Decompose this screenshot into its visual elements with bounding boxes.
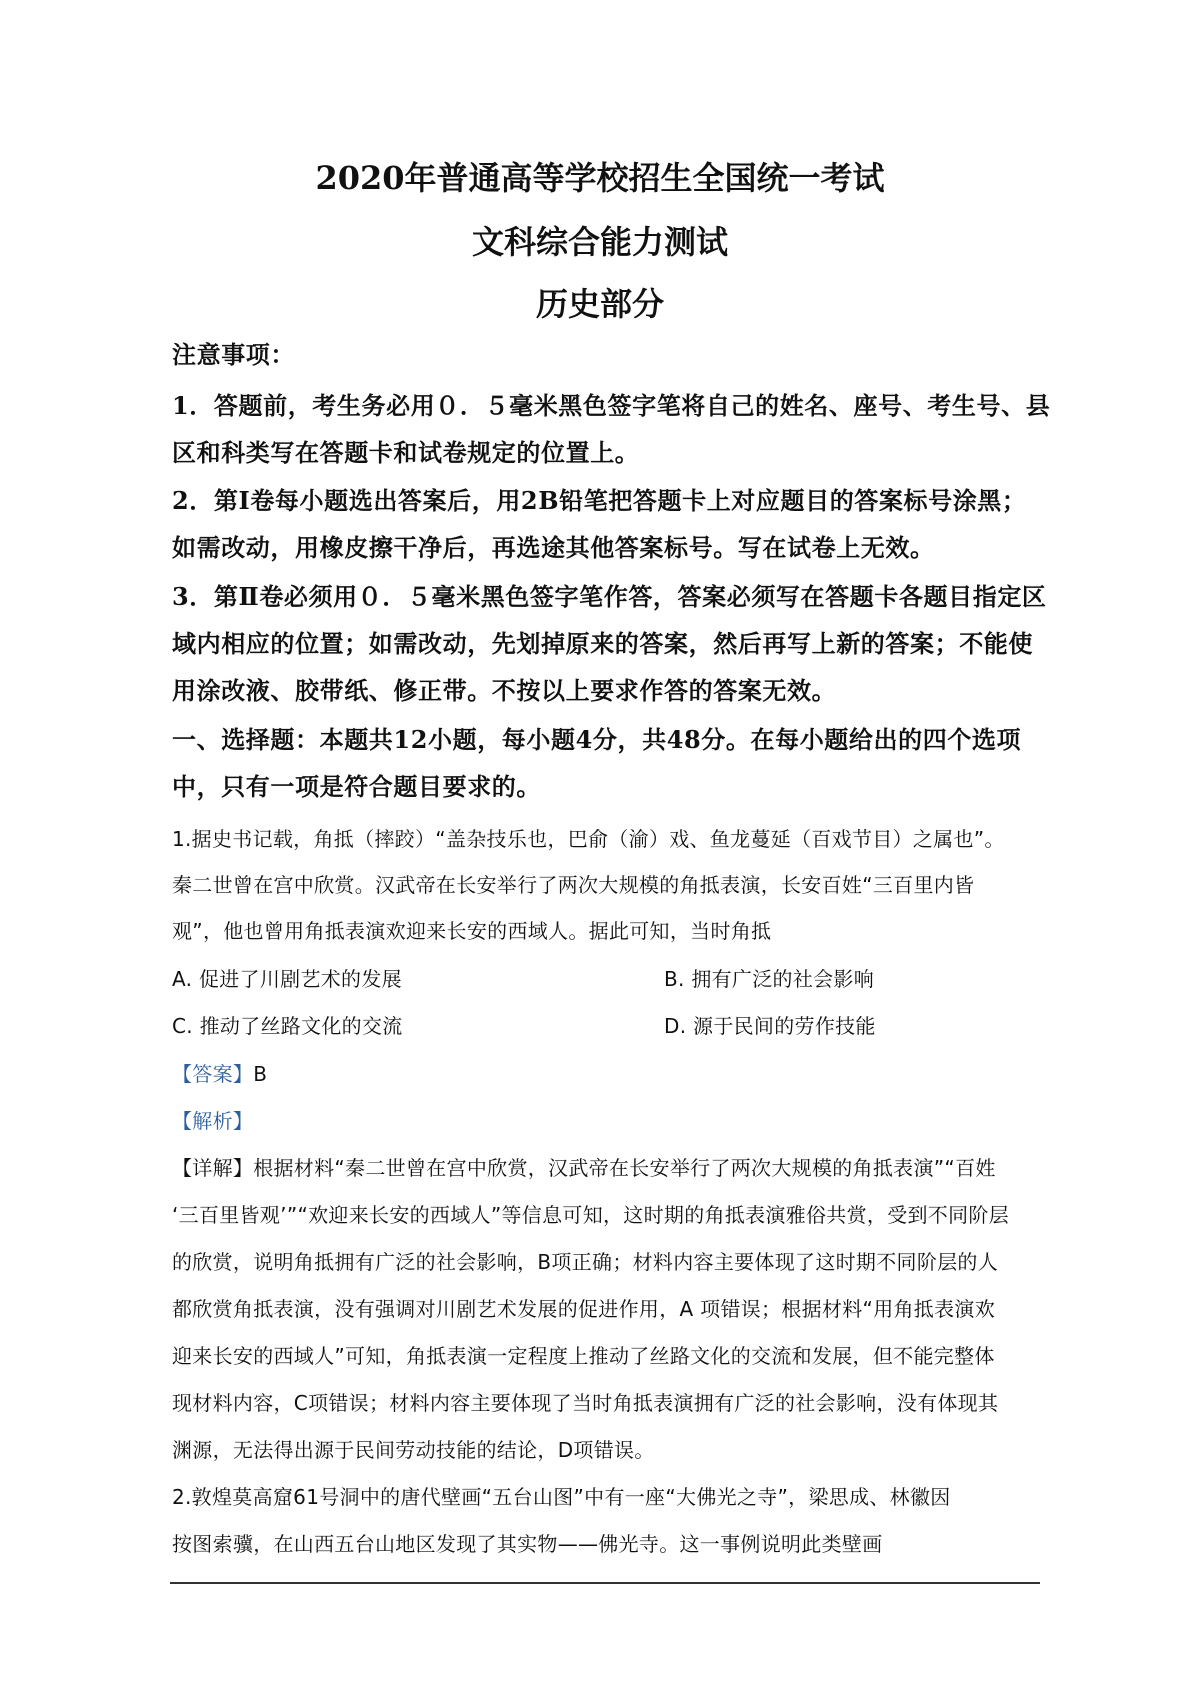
note-3-line-3: 用涂改液、胶带纸、修正带。不按以上要求作答的答案无效。 bbox=[172, 676, 837, 705]
note-2-line-1: 2．第Ⅰ卷每小题选出答案后，用2B铅笔把答题卡上对应题目的答案标号涂黑； bbox=[172, 486, 1027, 515]
note-3-line-2: 域内相应的位置；如需改动，先划掉原来的答案，然后再写上新的答案；不能使 bbox=[172, 629, 1033, 658]
section-instruction-line-1: 一、选择题：本题共12小题，每小题4分，共48分。在每小题给出的四个选项 bbox=[172, 725, 1022, 754]
notes-heading: 注意事项： bbox=[172, 340, 295, 369]
question-1-detail-line-2: ‘三百里皆观’”“欢迎来长安的西域人”等信息可知，这时期的角抵表演雅俗共赏，受到不同阶层 bbox=[172, 1203, 1009, 1227]
question-1-option-b: B. 拥有广泛的社会影响 bbox=[664, 967, 875, 991]
note-1-line-1: 1．答题前，考生务必用０．５毫米黑色签字笔将自己的姓名、座号、考生号、县 bbox=[172, 391, 1051, 420]
question-1-detail-line-4: 都欣赏角抵表演，没有强调对川剧艺术发展的促进作用，A 项错误；根据材料“用角抵表演欢 bbox=[172, 1297, 995, 1321]
question-1-line-1: 1.据史书记载，角抵（摔跤）“盖杂技乐也，巴俞（渝）戏、鱼龙蔓延（百戏节目）之属也”。 bbox=[172, 827, 1005, 851]
question-1-option-c: C. 推动了丝路文化的交流 bbox=[172, 1014, 403, 1038]
question-2-line-2: 按图索骥，在山西五台山地区发现了其实物——佛光寺。这一事例说明此类壁画 bbox=[172, 1532, 883, 1556]
note-1-line-2: 区和科类写在答题卡和试卷规定的位置上。 bbox=[172, 438, 640, 467]
footer-divider bbox=[170, 1582, 1040, 1584]
analysis-tag: 【解析】 bbox=[172, 1109, 254, 1133]
note-2-line-2: 如需改动，用橡皮擦干净后，再选途其他答案标号。写在试卷上无效。 bbox=[172, 533, 935, 562]
question-2-line-1: 2.敦煌莫高窟61号洞中的唐代壁画“五台山图”中有一座“大佛光之寺”，梁思成、林徽因 bbox=[172, 1485, 951, 1509]
answer-value: B bbox=[253, 1062, 268, 1086]
question-1-line-3: 观”，他也曾用角抵表演欢迎来长安的西域人。据此可知，当时角抵 bbox=[172, 919, 772, 943]
question-1-detail-line-1: 【详解】根据材料“秦二世曾在宫中欣赏，汉武帝在长安举行了两次大规模的角抵表演”“百姓 bbox=[172, 1156, 996, 1180]
exam-subtitle: 文科综合能力测试 bbox=[471, 223, 728, 261]
question-1-option-d: D. 源于民间的劳作技能 bbox=[664, 1014, 876, 1038]
question-1-detail-line-3: 的欣赏，说明角抵拥有广泛的社会影响，B项正确；材料内容主要体现了这时期不同阶层的人 bbox=[172, 1250, 999, 1274]
question-1-answer bbox=[172, 1059, 267, 1089]
exam-title: 2020年普通高等学校招生全国统一考试 bbox=[315, 159, 885, 197]
section-instruction-line-2: 中，只有一项是符合题目要求的。 bbox=[172, 772, 541, 801]
exam-section-title: 历史部分 bbox=[535, 285, 664, 323]
question-1-detail-line-6: 现材料内容，C项错误；材料内容主要体现了当时角抵表演拥有广泛的社会影响，没有体现其 bbox=[172, 1391, 999, 1415]
answer-tag: 【答案】 bbox=[172, 1062, 254, 1086]
question-1-detail-line-7: 渊源，无法得出源于民间劳动技能的结论，D项错误。 bbox=[172, 1438, 655, 1462]
question-1-detail-line-5: 迎来长安的西域人”可知，角抵表演一定程度上推动了丝路文化的交流和发展，但不能完整体 bbox=[172, 1344, 995, 1368]
note-3-line-1: 3．第Ⅱ卷必须用０．５毫米黑色签字笔作答，答案必须写在答题卡各题目指定区 bbox=[172, 582, 1047, 611]
question-1-line-2: 秦二世曾在宫中欣赏。汉武帝在长安举行了两次大规模的角抵表演，长安百姓“三百里内皆 bbox=[172, 873, 975, 897]
question-1-option-a: A. 促进了川剧艺术的发展 bbox=[172, 967, 402, 991]
